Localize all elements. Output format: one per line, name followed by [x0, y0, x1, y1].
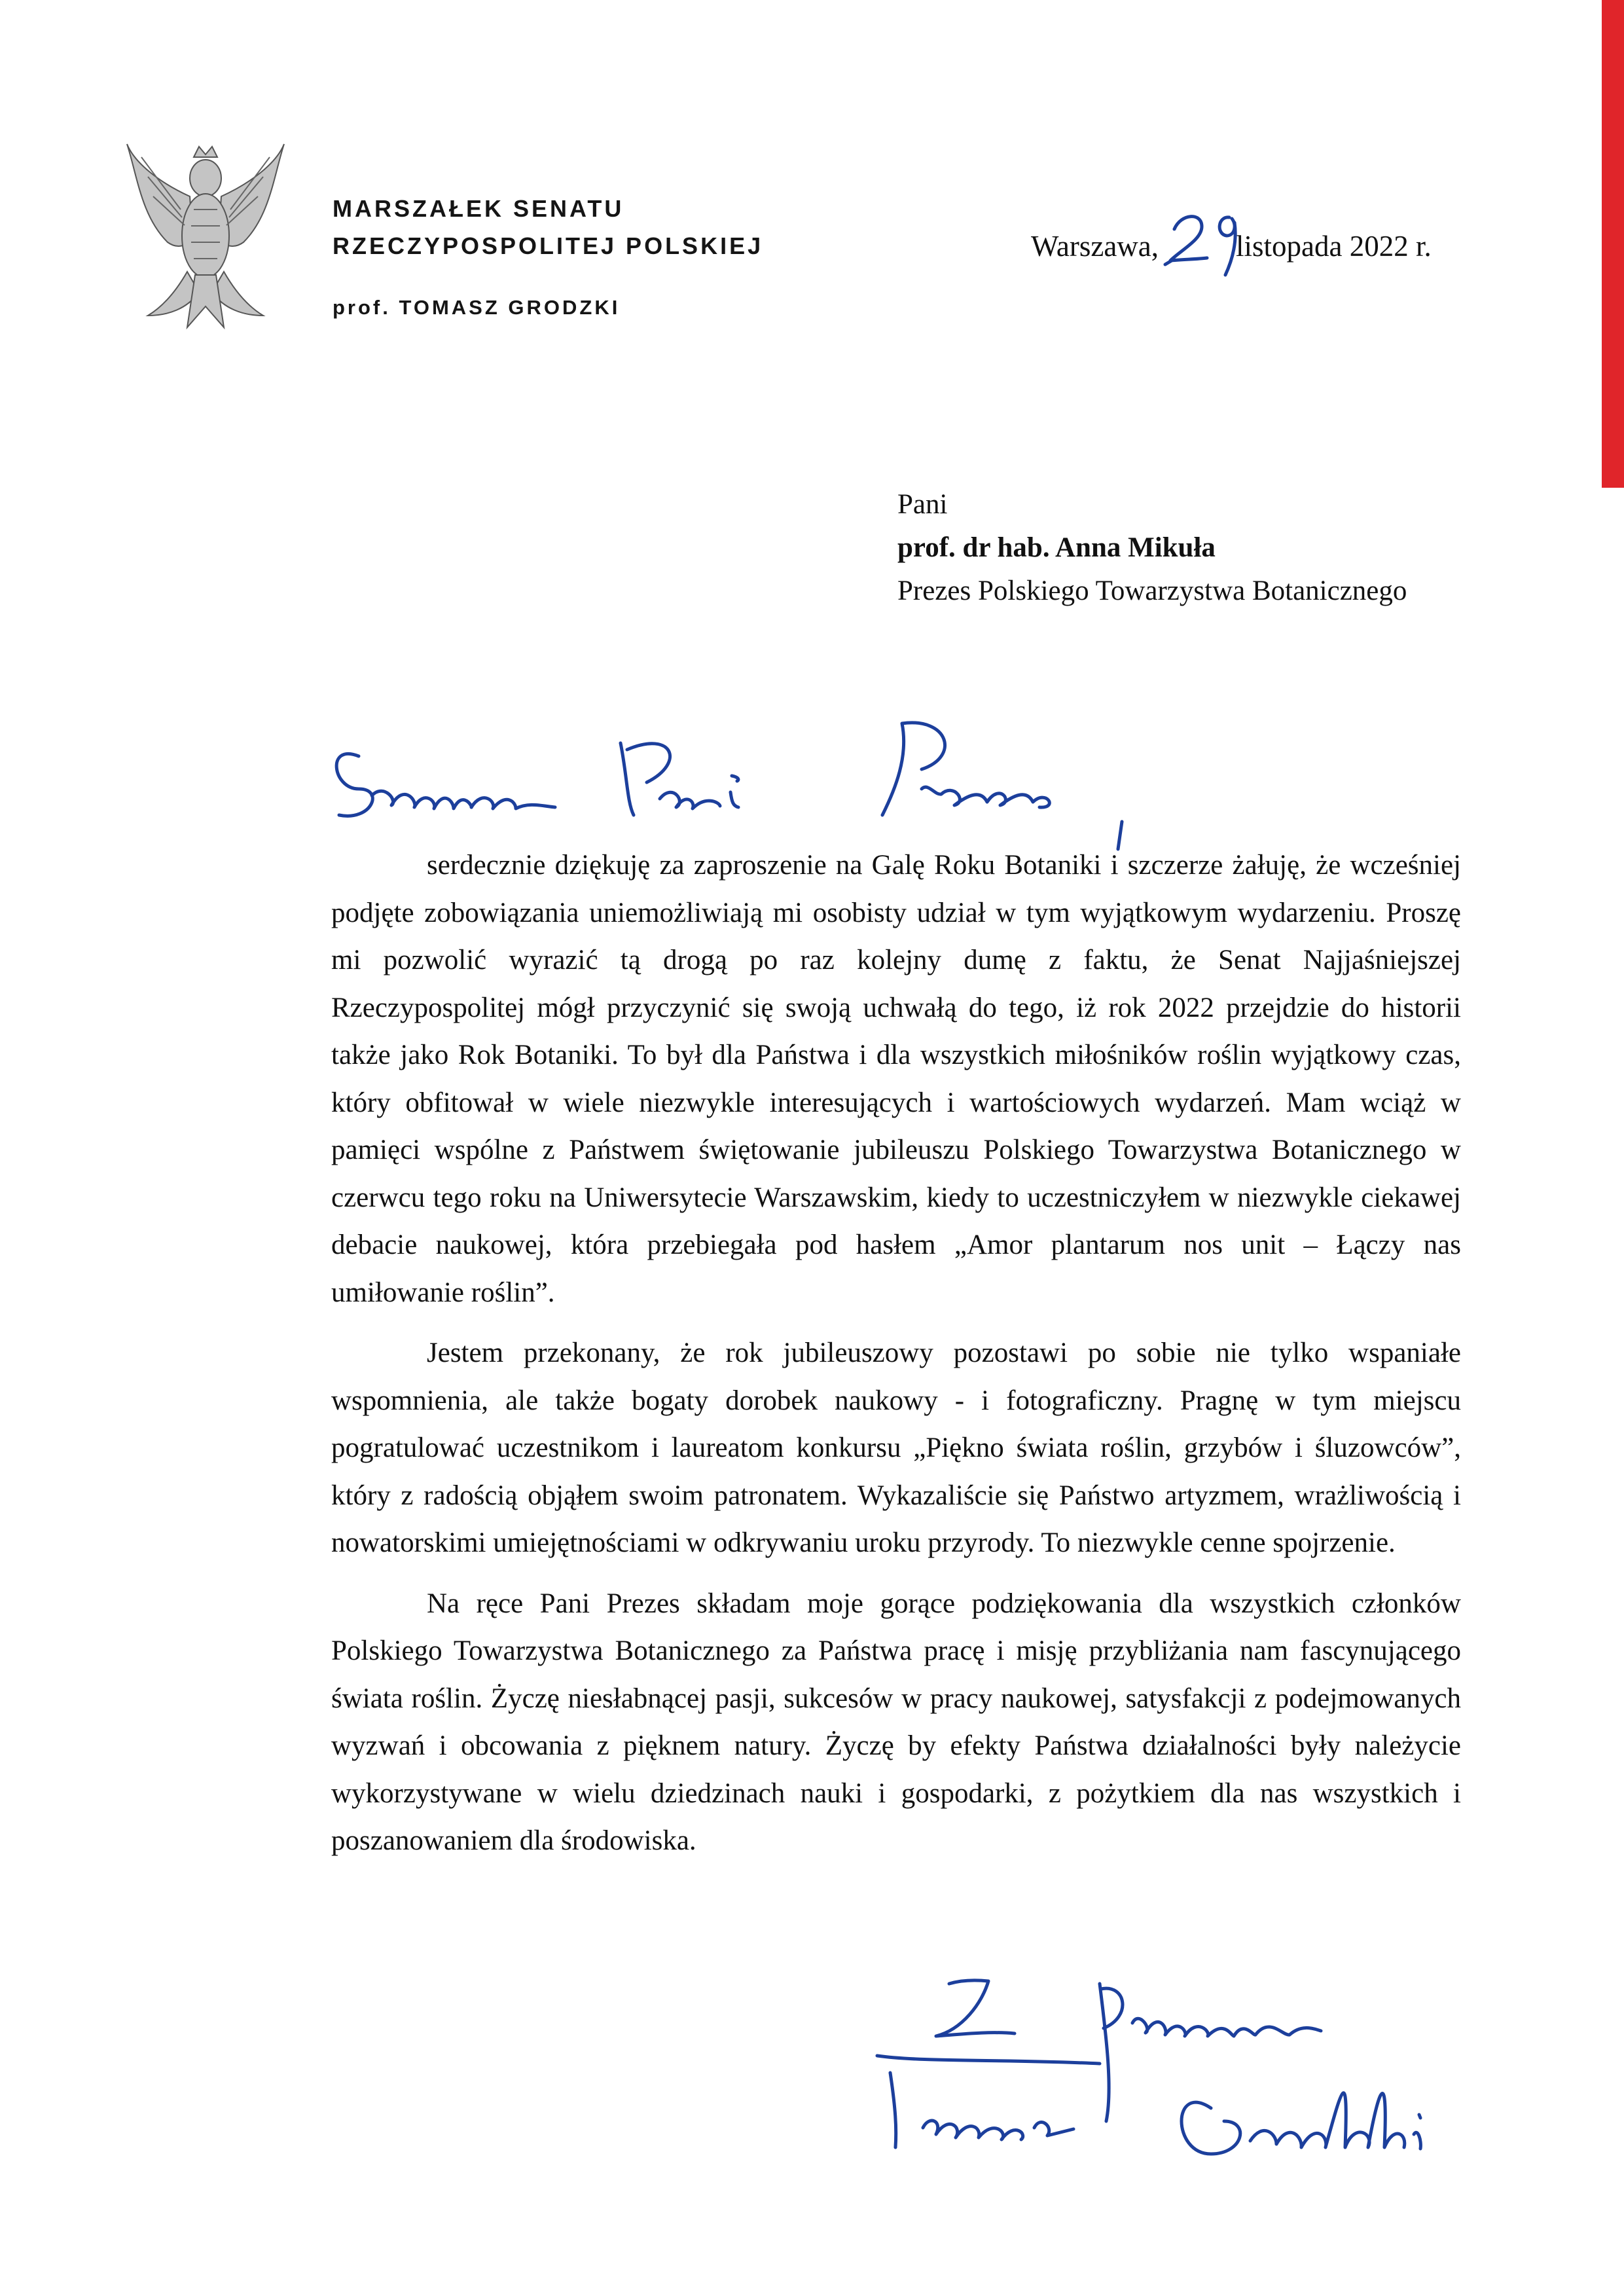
polish-eagle-emblem-icon	[122, 137, 289, 334]
handwritten-salutation	[319, 704, 1144, 854]
body-paragraph-3: Na ręce Pani Prezes składam moje gorące podziękowania dla wszystkich członków Polskiego Towarzystwa Botanicznego za Państwa pracę i misję przybliżania nam fascynującego świata roślin. Życzę niesłabnącej pasji, sukcesów w pracy naukowej, satysfakcji z podejmowanych wyzwań i obcowania z pięknem natury. Życzę by efekty Państwa działalności były należycie wykorzystywane w wielu dziedzinach nauki i gospodarki, z pożytkiem dla nas wszystkich i poszanowaniem dla środowiska.	[331, 1588, 1461, 1856]
header-title-line1: MARSZAŁEK SENATU	[333, 195, 624, 222]
recipient-block	[897, 483, 1407, 613]
recipient-name: prof. dr hab. Anna Mikuła	[897, 532, 1216, 563]
closing-greeting-word	[1100, 1984, 1321, 2121]
red-margin-stripe	[1602, 0, 1624, 488]
header-sender-name: prof. TOMASZ GRODZKI	[333, 296, 621, 319]
closing-greeting-z	[936, 1980, 1015, 2036]
body-paragraph-2: Jestem przekonany, że rok jubileuszowy pozostawi po sobie nie tylko wspaniałe wspomnienia, ale także bogaty dorobek naukowy - i fotograficzny. Pragnę w tym miejscu pogratulować uczestnikom i laureatom konkursu „Piękno świata roślin, grzybów i śluzowców”, który z radością objąłem swoim patronatem. Wykazaliście się Państwo artyzmem, wrażliwością i nowatorskimi umiejętnościami w odkrywaniu uroku przyrody. To niezwykle cenne spojrzenie.	[331, 1338, 1461, 1558]
recipient-salutation: Pani	[897, 489, 948, 520]
handwritten-day	[1161, 204, 1253, 283]
letter-body	[331, 842, 1461, 1878]
date-month-year: listopada 2022 r.	[1236, 230, 1432, 263]
date-place: Warszawa,	[1031, 230, 1159, 263]
body-paragraph-1: serdecznie dziękuję za zaproszenie na Galę Roku Botaniki i szczerze żałuję, że wcześniej podjęte zobowiązania uniemożliwiają mi osobisty udział w tym wyjątkowym wydarzeniu. Proszę mi pozwolić wyrazić tą drogą po raz kolejny dumę z faktu, że Senat Najjaśniejszej Rzeczypospolitej mógł przyczynić się swoją uchwałą do tego, iż rok 2022 przejdzie do historii także jako Rok Botaniki. To był dla Państwa i dla wszystkich miłośników roślin wyjątkowy czas, który obfitował w wiele niezwykle interesujących i wartościowych wydarzeń. Mam wciąż w pamięci wspólne z Państwem świętowanie jubileuszu Polskiego Towarzystwa Botanicznego w czerwcu tego roku na Uniwersytecie Warszawskim, kiedy to uczestniczyłem w niezwykle ciekawej debacie naukowej, która przebiegała pod hasłem „Amor plantarum nos unit – Łączy nas umiłowanie roślin”.	[331, 850, 1461, 1308]
recipient-position: Prezes Polskiego Towarzystwa Botanicznego	[897, 575, 1407, 606]
handwritten-signature	[857, 1958, 1479, 2193]
header-title-line2: RZECZYPOSPOLITEJ POLSKIEJ	[333, 232, 764, 259]
